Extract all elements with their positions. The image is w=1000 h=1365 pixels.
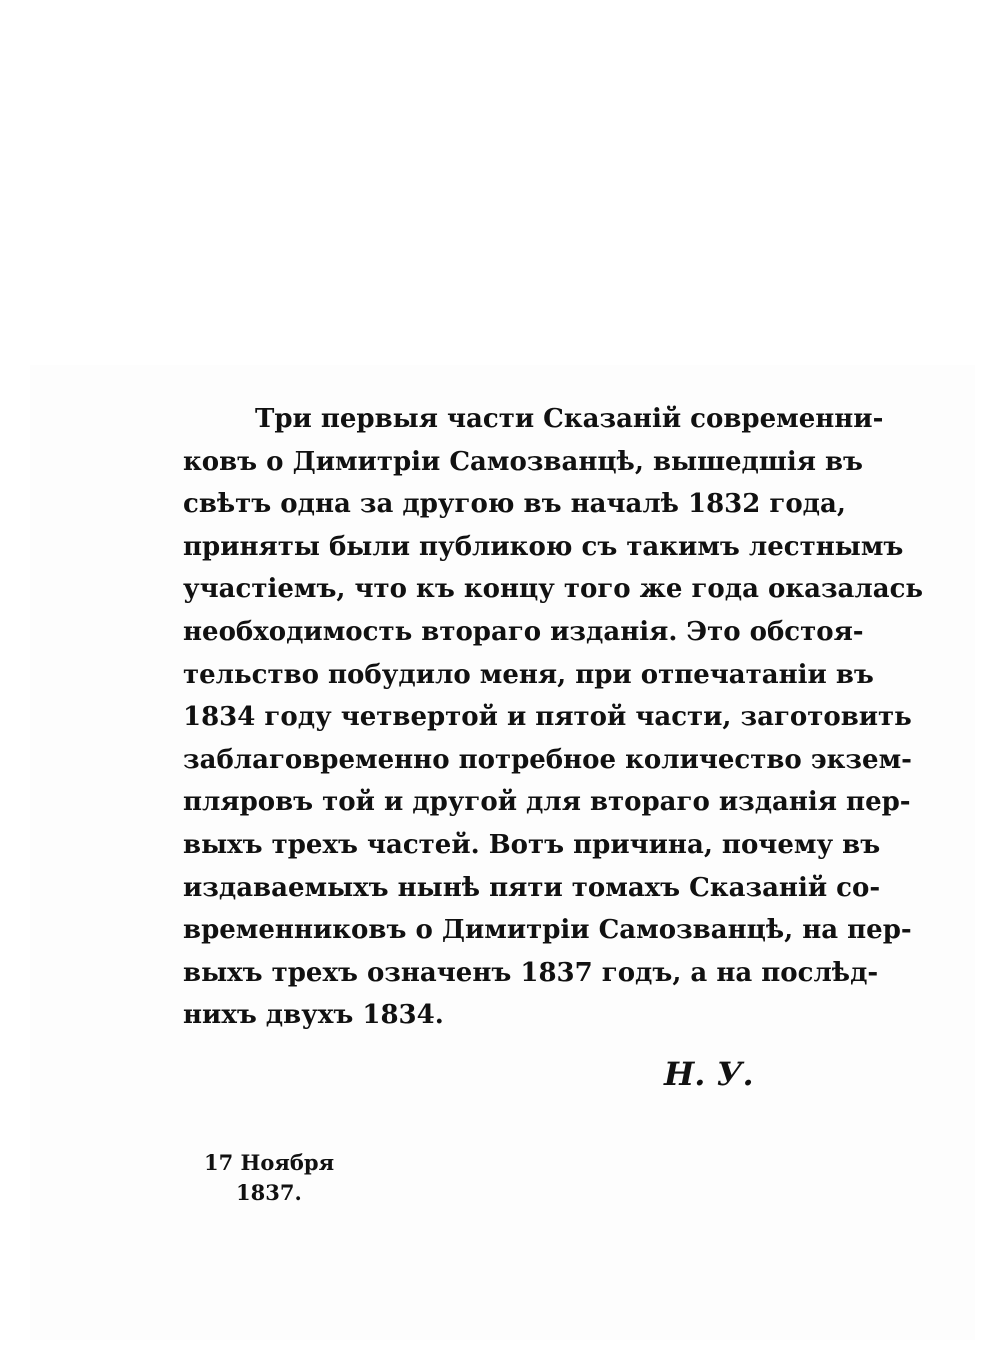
text-line: приняты были публикою съ такимъ лестнымъ [183,531,904,562]
text-line: выхъ трехъ означенъ 1837 годъ, а на послѣд- [183,957,879,988]
text-line: выхъ трехъ частей. Вотъ причина, почему въ [183,829,881,860]
text-line: пляровъ той и другой для втораго изданія пер- [183,787,911,818]
text-line: временниковъ о Димитріи Самозванцѣ, на пер- [183,915,912,946]
text-line: издаваемыхъ нынѣ пяти томахъ Сказаній со- [183,872,881,903]
text-line: тельство побудило меня, при отпечатаніи въ [183,659,874,690]
date-year: 1837. [236,1180,302,1205]
text-line: 1834 году четвертой и пятой части, заготовить [183,702,912,733]
text-line: необходимость втораго изданія. Это обстоя- [183,616,864,647]
text-line: нихъ двухъ 1834. [183,1000,444,1031]
text-line: ковъ о Димитріи Самозванцѣ, вышедшія въ [183,446,863,477]
text-line: свѣтъ одна за другою въ началѣ 1832 года, [183,489,846,520]
text-line: заблаговременно потребное количество экзем- [183,744,912,775]
text-line: Три первыя части Сказаній современни- [255,404,884,434]
preface-paragraph [183,398,924,1037]
author-initials: Н. У. [664,1055,754,1093]
date-block [204,1148,344,1208]
text-line: участіемъ, что къ концу того же года оказалась [183,574,924,605]
date-day-month: 17 Ноября [204,1150,335,1175]
